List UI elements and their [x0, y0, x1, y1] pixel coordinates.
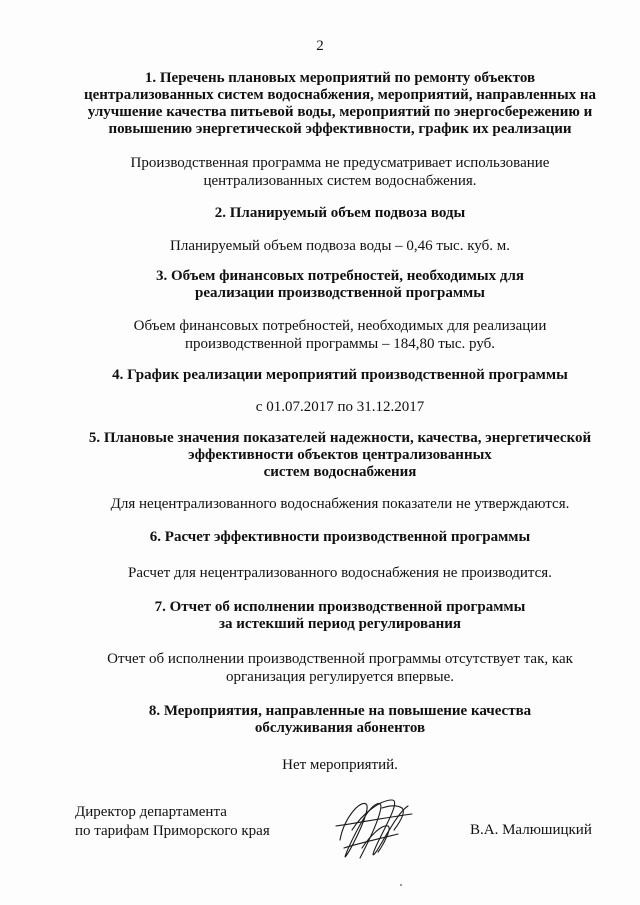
section-5-heading — [70, 430, 610, 481]
text-line: Для нецентрализованного водоснабжения показатели не утверждаются. — [110, 496, 570, 512]
text-line: Производственная программа не предусматривает использование — [130, 155, 550, 171]
section-1-text — [70, 154, 610, 190]
heading-line: 8. Мероприятия, направленные на повышение качества — [148, 703, 532, 719]
section-7-heading — [70, 599, 610, 633]
signatory-name: В.А. Малюшицкий — [470, 822, 592, 838]
signatory-position-line: по тарифам Приморского края — [75, 823, 270, 839]
signatory-position-line: Директор департамента — [75, 804, 227, 820]
heading-line: за истекший период регулирования — [218, 616, 462, 632]
section-4-heading — [70, 367, 610, 384]
text-line: централизованных систем водоснабжения. — [203, 173, 477, 189]
section-4-text — [70, 398, 610, 416]
heading-line: 3. Объем финансовых потребностей, необходимых для — [155, 268, 525, 284]
text-line: Отчет об исполнении производственной программы отсутствует так, как — [107, 651, 573, 667]
scan-speck — [400, 884, 402, 886]
text-line: с 01.07.2017 по 31.12.2017 — [255, 399, 425, 415]
page-number: 2 — [316, 38, 324, 54]
text-line: Расчет для нецентрализованного водоснабжения не производится. — [128, 565, 552, 581]
heading-line: эффективности объектов централизованных — [188, 447, 492, 463]
text-line: организация регулируется впервые. — [226, 669, 454, 685]
section-1-heading — [70, 70, 610, 138]
heading-line: централизованных систем водоснабжения, мероприятий, направленных на — [83, 87, 597, 103]
section-2-text — [70, 237, 610, 255]
section-8-heading — [70, 703, 610, 737]
heading-line: 1. Перечень плановых мероприятий по ремонту объектов — [144, 70, 536, 86]
heading-line: улучшение качества питьевой воды, мероприятий по энергосбережению и — [87, 104, 593, 120]
heading-line: обслуживания абонентов — [254, 720, 426, 736]
text-line: Планируемый объем подвоза воды – 0,46 тыс. куб. м. — [170, 238, 510, 254]
section-6-text — [70, 564, 610, 582]
section-6-heading — [70, 529, 610, 546]
heading-line: 4. График реализации мероприятий производственной программы — [112, 367, 568, 383]
section-7-text — [70, 650, 610, 686]
signatory-position — [75, 803, 270, 841]
heading-line: 6. Расчет эффективности производственной программы — [149, 529, 531, 545]
handwritten-signature — [322, 778, 422, 878]
heading-line: 7. Отчет об исполнении производственной программы — [154, 599, 526, 615]
heading-line: повышению энергетической эффективности, график их реализации — [108, 121, 572, 137]
heading-line: систем водоснабжения — [263, 464, 417, 480]
section-3-heading — [70, 268, 610, 302]
document-body — [70, 70, 610, 774]
heading-line: 2. Планируемый объем подвоза воды — [214, 205, 466, 221]
heading-line: реализации производственной программы — [195, 285, 485, 301]
heading-line: 5. Плановые значения показателей надежности, качества, энергетической — [88, 430, 592, 446]
section-5-text — [70, 495, 610, 513]
text-line: Объем финансовых потребностей, необходимых для реализации — [133, 318, 547, 334]
section-8-text — [70, 756, 610, 774]
text-line: Нет мероприятий. — [282, 757, 398, 773]
text-line: производственной программы – 184,80 тыс. руб. — [184, 336, 496, 352]
section-2-heading — [70, 205, 610, 222]
section-3-text — [70, 317, 610, 353]
